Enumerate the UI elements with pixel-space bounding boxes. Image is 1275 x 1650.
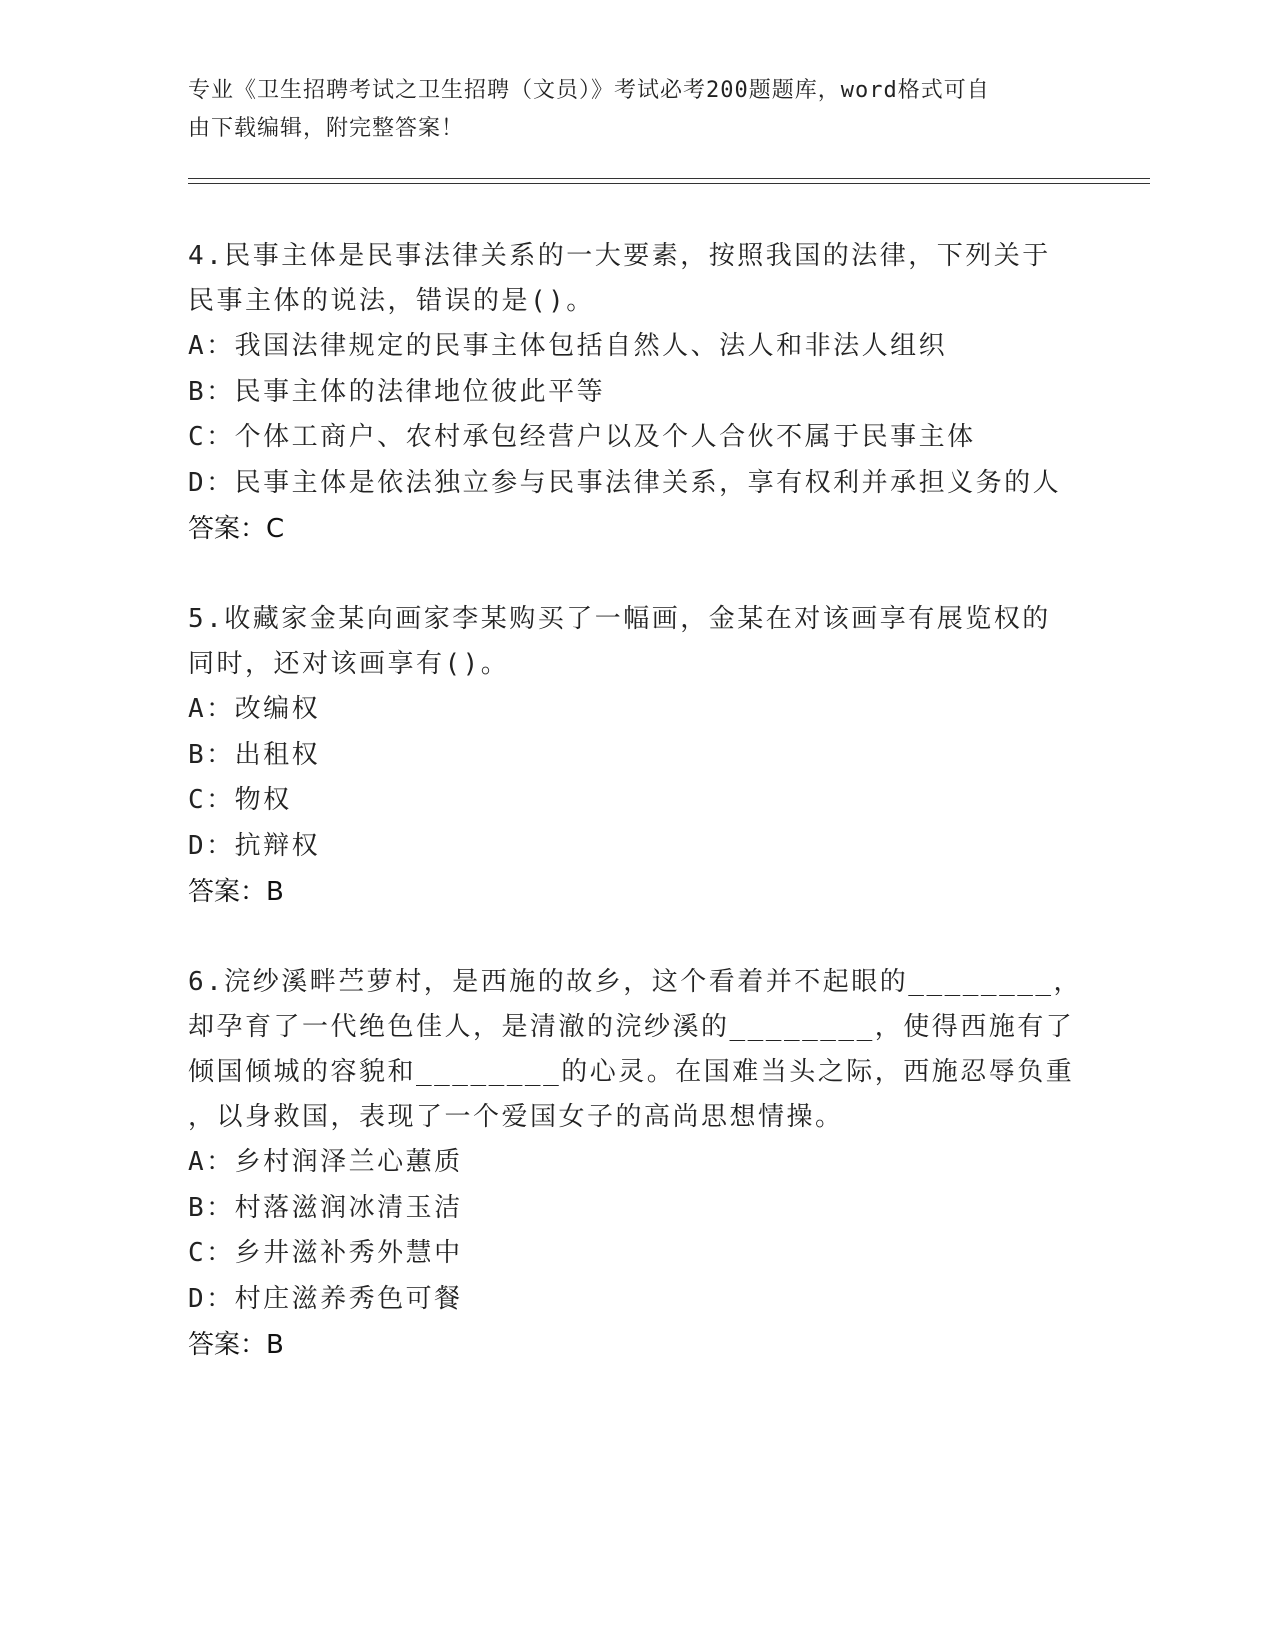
question-stem — [188, 597, 1088, 687]
header-rule-top — [188, 178, 1150, 179]
stem-line: 民事主体的说法，错误的是()。 — [188, 286, 595, 316]
stem-line: 6.浣纱溪畔苎萝村，是西施的故乡，这个看着并不起眼的________， — [188, 967, 1083, 997]
option-b: B：民事主体的法律地位彼此平等 — [188, 376, 606, 407]
stem-line: 4.民事主体是民事法律关系的一大要素，按照我国的法律，下列关于 — [188, 241, 1051, 271]
question-4 — [188, 234, 1088, 552]
stem-line: 同时，还对该画享有()。 — [188, 649, 510, 679]
option-d: D：村庄滋养秀色可餐 — [188, 1283, 463, 1314]
document-header — [188, 72, 1068, 148]
stem-line: 5.收藏家金某向画家李某购买了一幅画，金某在对该画享有展览权的 — [188, 604, 1051, 634]
stem-line: 倾国倾城的容貌和________的心灵。在国难当头之际，西施忍辱负重 — [188, 1057, 1075, 1087]
option-d: D：民事主体是依法独立参与民事法律关系，享有权利并承担义务的人 — [188, 467, 1062, 498]
option-a: A：乡村润泽兰心蕙质 — [188, 1147, 463, 1177]
header-line-1: 专业《卫生招聘考试之卫生招聘（文员）》考试必考200题题库，word格式可自 — [188, 78, 990, 103]
answer-label: 答案：B — [188, 1330, 284, 1360]
question-6 — [188, 960, 1088, 1368]
option-c: C：个体工商户、农村承包经营户以及个人合伙不属于民事主体 — [188, 422, 976, 452]
header-line-2: 由下载编辑，附完整答案！ — [188, 116, 465, 141]
stem-line: 却孕育了一代绝色佳人，是清澈的浣纱溪的________，使得西施有了 — [188, 1012, 1075, 1042]
option-a: A：改编权 — [188, 694, 321, 724]
option-c: C：乡井滋补秀外慧中 — [188, 1238, 463, 1268]
option-a: A：我国法律规定的民事主体包括自然人、法人和非法人组织 — [188, 331, 948, 361]
header-rule-bottom — [188, 183, 1150, 184]
option-d: D：抗辩权 — [188, 830, 321, 861]
question-stem — [188, 234, 1088, 324]
option-b: B：出租权 — [188, 739, 321, 770]
question-5 — [188, 597, 1088, 915]
stem-line: ，以身救国，表现了一个爱国女子的高尚思想情操。 — [188, 1102, 844, 1132]
option-c: C：物权 — [188, 785, 292, 815]
question-stem — [188, 960, 1088, 1140]
answer-label: 答案：B — [188, 877, 284, 907]
option-b: B：村落滋润冰清玉洁 — [188, 1192, 463, 1223]
answer-label: 答案：C — [188, 514, 285, 544]
